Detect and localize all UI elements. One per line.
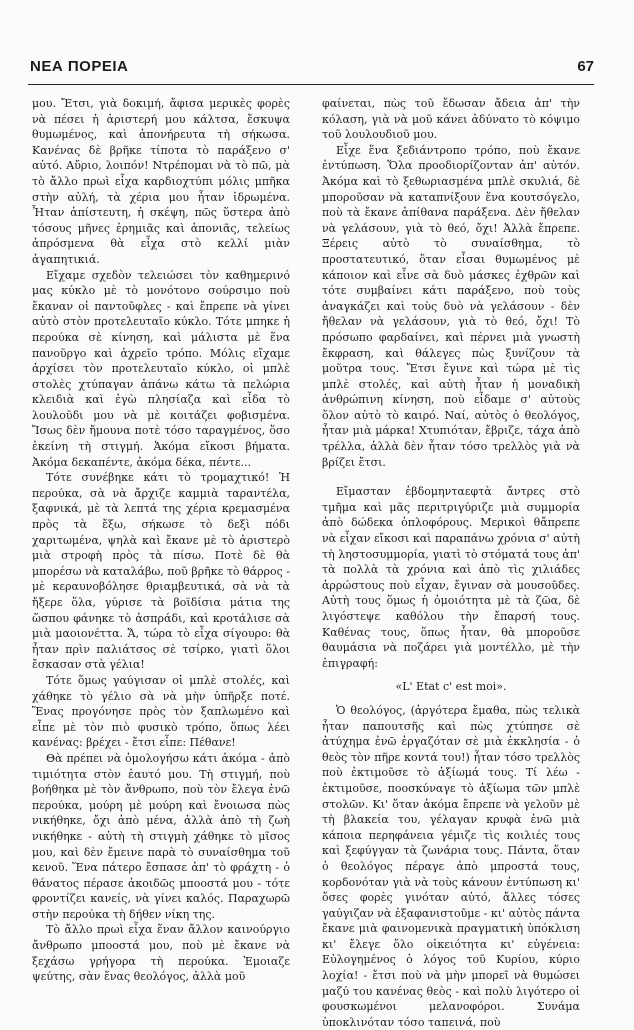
quotation: «L' Etat c' est moi». [395,680,507,694]
paragraph: Ὁ θεολόγος, (ἀργότερα ἔμαθα, πὼς τελικὰ ἦταν παπουτσῆς καὶ πὼς χτύπησε σὲ ἀτύχημα ἐνῶ ἐργαζόταν σὲ μιὰ ἐκκλησία - ὁ θεὸς τὸν πῆρε κοντά του!) ἦταν τόσο τρελλὸς ποὺ ἐκτιμοῦσε τὸ ἀξίωμά τους. Τί λέω - ἐκτιμοῦσε, ποοσκύναγε τὸ ἀξίωμα τῶν μπλὲ στολῶν. Κι' ὅταν ἀκόμα ἔπρεπε νὰ γελοῦν μὲ τὴ βλακεία του, γέλαγαν κρυφὰ ἐνῶ μιὰ κάποια περηφάνεια γέμιζε τὶς κοιλιές τους καὶ ξεφύγγαν τὰ ζωνάρια τους. Πάντα, ὅταν ὁ θεολόγος πέραγε ἀπὸ μπροστά τους, κορδονόταν γιὰ νὰ τοὺς κάνουν ἐντύπωση κι' ὅσες φορὲς γινόταν αὐτό, ἄλλες τόσες γαύγιζαν νὰ ἐξαφανιστοῦμε - κι' αὐτὸς πάντα ἔκανε μιὰ φαινομενικὰ πραγματικὴ ὑπόκλιση κι' ἔλεγε ὅλο οἰκειότητα κι' εὐγένεια: Εὐλογημένος ὁ λόγος τοῦ Κυρίου, κύριο λοχία! - ἔτσι ποὺ νὰ μὴν μπορεῖ νὰ θυμώσει μαζύ του κανένας θεὸς - καὶ πολὺ λιγότερο οἱ φουσκωμένοι μελανοφόροι. Συνάμα ὑποκλινόταν τόσο ταπεινά, ποὺ [322,703,580,1029]
section-gap [322,470,580,484]
running-header [28,58,606,80]
paragraph: Τὸ ἄλλο πρωὶ εἶχα ἕναν ἄλλον καινούργιο ἄνθρωπο μποοστά μου, ποὺ μὲ ἔκανε νὰ ξεχάσω γρήγορα τὴ περούκα. Ἐμοιαζε ψεύτης, σὰν ἕνας θεολόγος, ἀλλὰ μοῦ [32,923,290,984]
paragraph: Εἴχαμε σχεδὸν τελειώσει τὸν καθημερινό μας κύκλο μὲ τὸ μονότονο σούρσιμο ποὺ ἔκαναν οἱ παντοῦφλες - καὶ ἔπρεπε νὰ γίνει αὐτὸ στὸν προτελευταῖο κύκλο. Τότε μπηκε ἡ περούκα σὲ κίνηση, καὶ μάλιστα μὲ ἕνα πανοῦργο καὶ ἀχρεῖο τρόπο. Μόλις εἴχαμε ἀρχίσει τὸν προτελευταῖο κύκλο, οἱ μπλὲ στολὲς χτύπαγαν ἀπάνω κάτω τὰ πελώρια κλειδιὰ καὶ ἐγὼ πλησίαζα καὶ εἶδα τὸ λουλοῦδι μου νὰ μὲ κοιτάζει φοβισμένα. Ἴσως δὲν ἤμουνα ποτὲ τόσο ταραγμένος, ὅσο ἐκείνη τὴ στιγμή. Ἀκόμα εἴκοσι βήματα. Ἀκόμα δεκαπέντε, ἀκόμα δέκα, πέντε... [32,268,290,469]
right-column [322,96,580,1029]
paragraph: Εἴμασταν ἑβδομηνταεφτὰ ἄντρες στὸ τμῆμα καὶ μᾶς περιτριγύριζε μιὰ συμμορία ἀπὸ δώδεκα ὁπλοφόρους. Μερικοὶ θἄπρεπε νὰ εἶχαν εἴκοσι καὶ παραπάνω χρόνια σ' αὐτὴ τὴ ληστοσυμμορία, γιατὶ τὸ στόματά τους ἀπ' τὰ πολλὰ τὰ χρόνια καὶ ἀπὸ τὶς χιλιάδες ἀρρώστους ποὺ εἶχαν, ἔγιναν σὰ μουσοῦδες. Αὐτὴ τους ὅμως ἡ ὁμοιότητα μὲ τὰ ζῶα, δὲ λιγόστεψε καθόλου τὴν ἔπαρσή τους. Καθένας τους, ὅπως ἦταν, θὰ μποροῦσε θαυμάσια νὰ ποζάρει γιὰ μοντέλλο, μὲ τὴν ἐπιγραφή: [322,485,580,670]
left-column [32,96,290,1010]
paragraph: Τότε συνέβηκε κάτι τὸ τρομαχτικό! Ἡ περούκα, σὰ νὰ ἄρχιζε καμμιὰ ταραντέλα, ξαφνικά, μὲ τὰ λεπτά της χέρια κρεμασμένα πρὸς τὰ ἔξω, σήκωσε τὸ δεξὶ πόδι χαριτωμένα, ψηλὰ καὶ ἔκανε μὲ τὸ ἀριστερὸ μιὰ στροφὴ πρὸς τὰ πίσω. Ποτὲ δὲ θὰ μπορέσω νὰ καταλάβω, ποῦ βρῆκε τὸ θάρρος - μὲ κεραυνοβόλησε θριαμβευτικά, σὰ νὰ τὰ ἤξερε ὅλα, γύρισε τὰ βοϊδίσια μάτια της ὥσπου φάνηκε τὸ ἀσπράδι, καὶ κροτάλισε σὰ μιὰ μαοιονέττα. Ἄ, τώρα τὸ εἶχα σίγουρο: θὰ ἦταν πρὶν παλιάτσος σὲ τσίρκο, γιατὶ ὅλοι ἔσκασαν στὰ γέλια! [32,471,291,672]
paragraph: φαίνεται, πὼς τοῦ ἔδωσαν ἄδεια ἀπ' τὴν κόλαση, γιὰ νὰ μοῦ κάνει ἀδύνατο τὸ κόψιμο τοῦ λουλουδιοῦ μου. [322,97,580,142]
page-number: 67 [577,58,594,75]
journal-title: ΝΕΑ ΠΟΡΕΙΑ [30,58,129,75]
paragraph: Εἶχε ἕνα ξεδιάντροπο τρόπο, ποὺ ἔκανε ἐντύπωση. Ὅλα προοδιορίζονταν ἀπ' αὐτόν. Ἀκόμα καὶ τὸ ξεθωριασμένα μπλὲ σκυλιά, δὲ μποροῦσαν νὰ καταπνίξουν ἕνα κουτσόγελο, ποὺ τὰ ἔκανε ἀπίθανα παράξενα. Δὲν ἤθελαν νὰ γελάσουν, γιὰ τὸ θεό, ὄχι! Ἀλλὰ ἔπρεπε. Ξέρεις αὐτὸ τὸ συναίσθημα, τὸ προστατευτικό, ὅταν εἶσαι θυμωμένος μὲ κάποιον καὶ εἶνε σὰ δυὸ μάσκες ἐχθρῶν καὶ τότε συμβαίνει κάτι παράξενο, ποὺ τοὺς ἀναγκάζει καὶ τοὺς δυὸ νὰ γελάσουν - δὲν ἤθελαν νὰ γελάσουν, γιὰ τὸ θεό, ὄχι! Τὸ πρόσωπο φαρδαίνει, καὶ πέρνει μιὰ γνωστὴ ἔκφραση, καὶ θάλεγες πὼς ξυνίζουν τὰ μοῦτρα τους. Ἔτσι ἔγινε καὶ τώρα μὲ τὶς μπλὲ στολές, καὶ αὐτὴ ἦταν ἡ μοναδικὴ ἀνθρώπινη κίνηση, ποὺ εἶδαμε σ' αὐτοὺς ὅλον αὐτὸ τὸ καιρό. Ναί, αὐτὸς ὁ θεολόγος, ἦταν μιὰ μάρκα! Χτυπιόταν, ἔβριζε, τάχα ἀπὸ τρέλλα, ἀλλὰ δὲν ἦταν τόσο τρελλὸς γιὰ νὰ βρίζει ἔτσι. [322,143,580,469]
header-rule [28,84,594,85]
paragraph: Θὰ πρέπει νὰ ὁμολογήσω κάτι ἀκόμα - ἀπὸ τιμιότητα στὸν ἑαυτό μου. Τὴ στιγμή, ποὺ βοήθηκα μὲ τὸν ἄνθρωπο, ποὺ τὸν ἔλεγα ἐνῶ περούκα, μούρη μὲ μούρη καὶ ἔνοιωσα πὼς νικήθηκε, ὄχι ἀπὸ μένα, ἀλλὰ ἀπὸ τὴ ζωὴ νικήθηκε - αὐτὴ τὴ στιγμὴ χάθηκε τὸ μῖσος μου, καὶ δὲν ἔμεινε παρὰ τὸ συναίσθημα τοῦ κενοῦ. Ἕνα πάτερο ἔσπασε ἀπ' τὸ φράχτη - ὁ θάνατος πέρασε ἀκοιδῶς μποοστά μου - τότε φροντίζει κανείς, νὰ γίνει καλός. Παραχωρῶ στὴν περούκα τὴ δήθεν νίκη της. [32,751,290,921]
paragraph: μου. Ἔτσι, γιὰ δοκιμή, ἄφισα μερικὲς φορὲς νὰ πέσει ἡ ἀριστερή μου κάλτσα, ἔσκυψα θυμωμένος, καὶ ἀπονήρευτα τὴ σήκωσα. Κανένας δὲ βρῆκε τίποτα τὸ παράξενο σ' αὐτό. Αὔριο, λοιπόν! Ντρέπομαι νὰ τὸ πῶ, μὰ τὸ ἄλλο πρωὶ εἶχα καρδιοχτύπι μόλις μπῆκα στὴν αὐλή, τὰ χέρια μου ἦταν ἱδρωμένα. Ἦταν ἀπίστευτη, ἡ σκέψη, πῶς ὕστερα ἀπὸ τόσους μῆνες ἐρημιᾶς καὶ ἀπονιᾶς, τελείως ἀπρόσμενα θὰ εἶχα στὸ κελλί μιὰν ἀγαπητικιά. [32,97,290,266]
paragraph: Τότε ὅμως γαύγισαν οἱ μπλὲ στολές, καὶ χάθηκε τὸ γέλιο σὰ νὰ μὴν ὑπῆρξε ποτέ. Ἕνας προγόνησε πρὸς τὸν ξαπλωμένο καὶ εἶπε μὲ τὸν πιὸ φυσικὸ τρόπο, ὅπως λέει κανένας: βρέχει - ἔτσι εἶπε: Πέθανε! [32,673,290,750]
